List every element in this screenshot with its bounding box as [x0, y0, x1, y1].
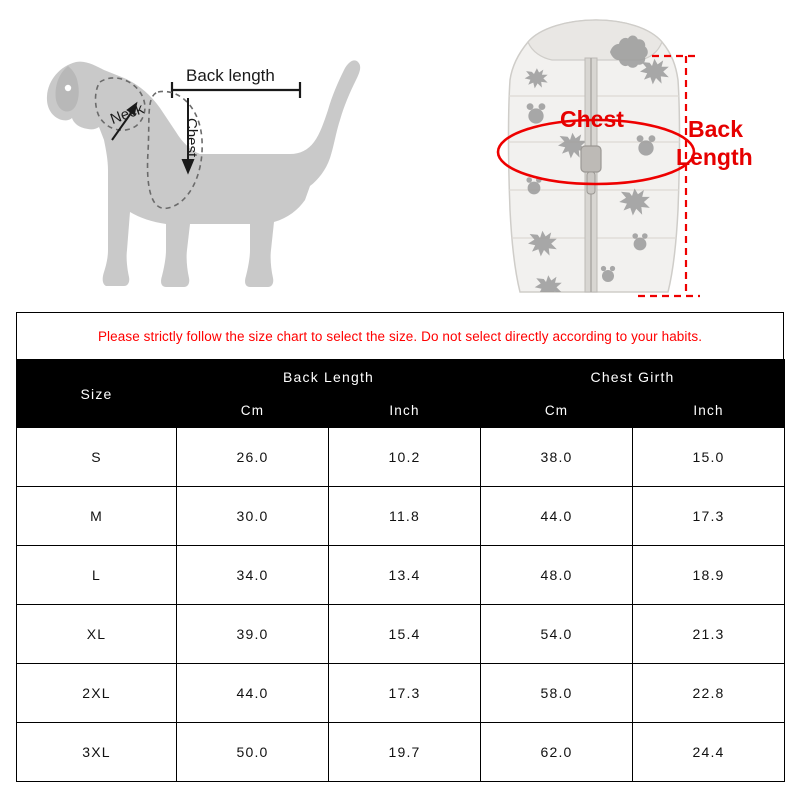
- chest-label: Chest: [183, 118, 200, 158]
- cell-back-inch: 19.7: [329, 723, 481, 782]
- jacket-back-label-line1: Back: [688, 116, 743, 142]
- table-header-group-row: [17, 360, 785, 394]
- dog-measurement-diagram: [0, 0, 400, 312]
- table-row: [17, 428, 785, 487]
- dog-jacket-photo: [400, 0, 800, 312]
- jacket-back-label-line2: Length: [676, 144, 753, 170]
- cell-chest-cm: 54.0: [481, 605, 633, 664]
- cell-size: 2XL: [17, 664, 177, 723]
- header-back-length: Back Length: [177, 360, 481, 394]
- size-notice-text: Please strictly follow the size chart to select the size. Do not select directly according to your habits.: [97, 328, 703, 344]
- jacket-chest-label: Chest: [560, 106, 624, 132]
- header-size: Size: [17, 360, 177, 428]
- cell-size: XL: [17, 605, 177, 664]
- cell-size: M: [17, 487, 177, 546]
- size-table-body: [17, 428, 785, 782]
- size-table-head: [17, 360, 785, 428]
- cell-chest-inch: 17.3: [633, 487, 785, 546]
- header-back-cm: Cm: [177, 394, 329, 428]
- cell-back-inch: 17.3: [329, 664, 481, 723]
- size-table-container: [16, 359, 784, 782]
- cell-size: L: [17, 546, 177, 605]
- cell-chest-inch: 18.9: [633, 546, 785, 605]
- cell-back-cm: 50.0: [177, 723, 329, 782]
- header-chest-inch: Inch: [633, 394, 785, 428]
- header-back-inch: Inch: [329, 394, 481, 428]
- cell-size: 3XL: [17, 723, 177, 782]
- cell-chest-cm: 44.0: [481, 487, 633, 546]
- dog-silhouette-svg: [0, 0, 400, 312]
- header-chest-girth: Chest Girth: [481, 360, 785, 394]
- neck-label: Neck: [108, 100, 146, 128]
- cell-back-inch: 13.4: [329, 546, 481, 605]
- cell-back-cm: 44.0: [177, 664, 329, 723]
- cell-chest-cm: 38.0: [481, 428, 633, 487]
- illustration-area: [0, 0, 800, 312]
- cell-chest-inch: 21.3: [633, 605, 785, 664]
- cell-back-inch: 15.4: [329, 605, 481, 664]
- size-table: [16, 359, 785, 782]
- table-row: [17, 605, 785, 664]
- cell-chest-inch: 22.8: [633, 664, 785, 723]
- cell-chest-cm: 48.0: [481, 546, 633, 605]
- cell-chest-cm: 62.0: [481, 723, 633, 782]
- table-row: [17, 487, 785, 546]
- bottom-spacer: [0, 785, 800, 800]
- cell-chest-inch: 24.4: [633, 723, 785, 782]
- cell-back-cm: 26.0: [177, 428, 329, 487]
- cell-size: S: [17, 428, 177, 487]
- cell-back-inch: 10.2: [329, 428, 481, 487]
- size-notice-bar: [16, 312, 784, 359]
- cell-chest-cm: 58.0: [481, 664, 633, 723]
- cell-back-inch: 11.8: [329, 487, 481, 546]
- cell-back-cm: 34.0: [177, 546, 329, 605]
- back-length-label: Back length: [186, 66, 275, 85]
- header-chest-cm: Cm: [481, 394, 633, 428]
- table-row: [17, 546, 785, 605]
- table-row: [17, 723, 785, 782]
- cell-chest-inch: 15.0: [633, 428, 785, 487]
- cell-back-cm: 39.0: [177, 605, 329, 664]
- table-row: [17, 664, 785, 723]
- cell-back-cm: 30.0: [177, 487, 329, 546]
